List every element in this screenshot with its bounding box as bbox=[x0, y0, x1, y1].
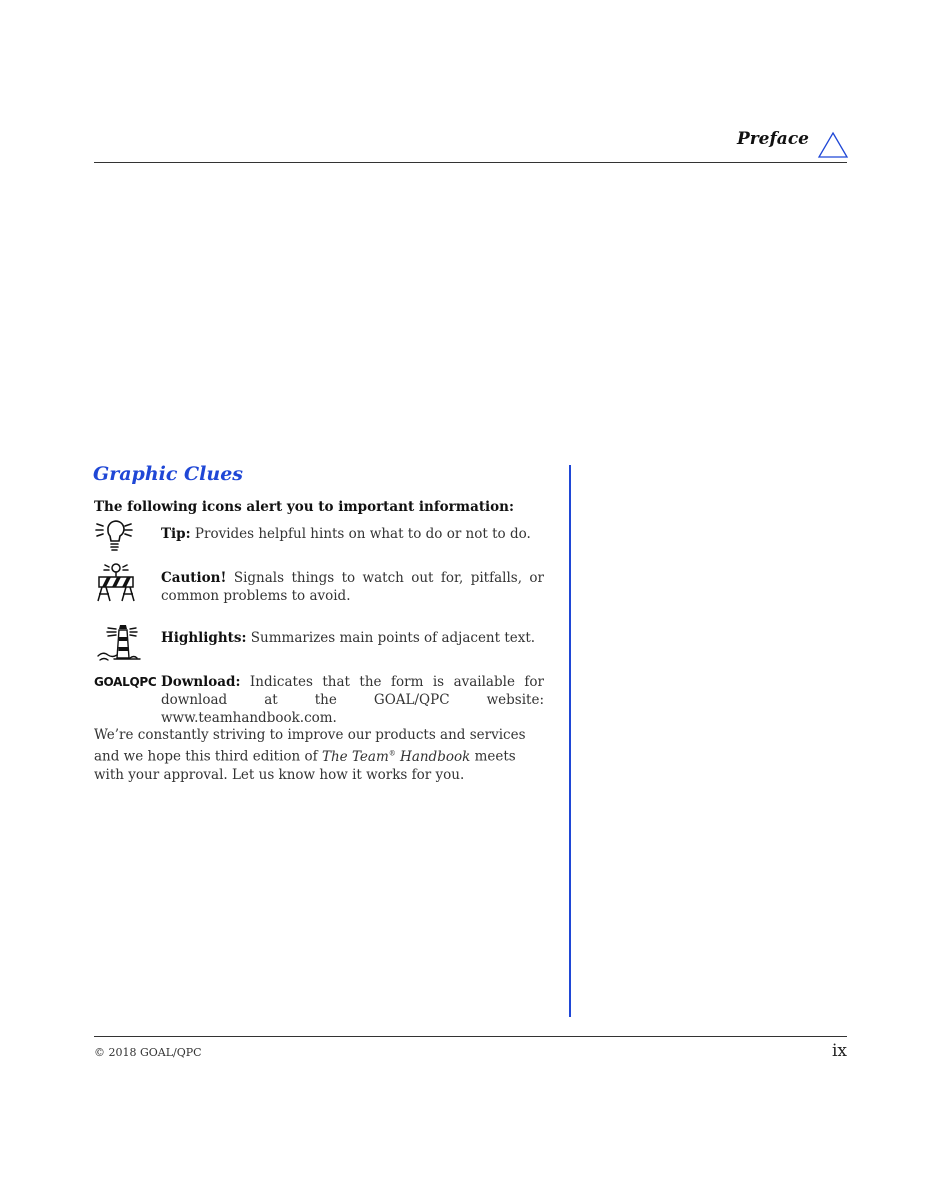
lightbulb-icon bbox=[94, 518, 158, 558]
copyright-text: © 2018 GOAL/QPC bbox=[94, 1046, 202, 1059]
clue-label: Caution! bbox=[161, 570, 227, 586]
triangle-icon bbox=[816, 130, 850, 160]
closing-text-1: We’re constantly striving to improve our products and services and we hope this third edition of bbox=[94, 727, 526, 765]
clue-label: Tip: bbox=[161, 526, 191, 542]
goalqpc-logo-text: GOALQPC bbox=[94, 675, 157, 689]
clue-description: Summarizes main points of adjacent text. bbox=[246, 630, 536, 646]
column-divider bbox=[569, 465, 571, 1017]
book-title-part-2: Handbook bbox=[395, 748, 471, 765]
book-title bbox=[322, 749, 470, 765]
section-intro: The following icons alert you to important information: bbox=[94, 499, 514, 515]
header-divider bbox=[94, 162, 847, 163]
book-title-part-1: The Team bbox=[321, 748, 389, 765]
lighthouse-icon bbox=[94, 622, 158, 662]
goalqpc-logo-icon bbox=[94, 673, 158, 713]
clue-description: Signals things to watch out for, pitfalls, or common problems to avoid. bbox=[161, 570, 544, 604]
clue-description: Provides helpful hints on what to do or not to do. bbox=[190, 526, 531, 542]
page-header-title: Preface bbox=[736, 129, 809, 149]
footer-divider bbox=[94, 1036, 847, 1037]
closing-paragraph bbox=[94, 726, 546, 784]
page-number: ix bbox=[831, 1041, 847, 1061]
barricade-icon bbox=[94, 562, 158, 602]
clue-text-highlights bbox=[161, 629, 544, 647]
closing-text-2: meets with your approval. Let us know how it works for you. bbox=[94, 748, 516, 783]
clue-text-download bbox=[161, 673, 544, 727]
registered-mark: ® bbox=[388, 749, 396, 757]
clue-description: Indicates that the form is available for download at the GOAL/QPC website: www.teamhandbook.com. bbox=[161, 674, 544, 726]
clue-text-caution bbox=[161, 569, 544, 605]
clue-label: Download: bbox=[161, 674, 241, 690]
section-title: Graphic Clues bbox=[93, 463, 243, 485]
clue-label: Highlights: bbox=[161, 630, 247, 646]
clue-text-tip bbox=[161, 525, 544, 543]
